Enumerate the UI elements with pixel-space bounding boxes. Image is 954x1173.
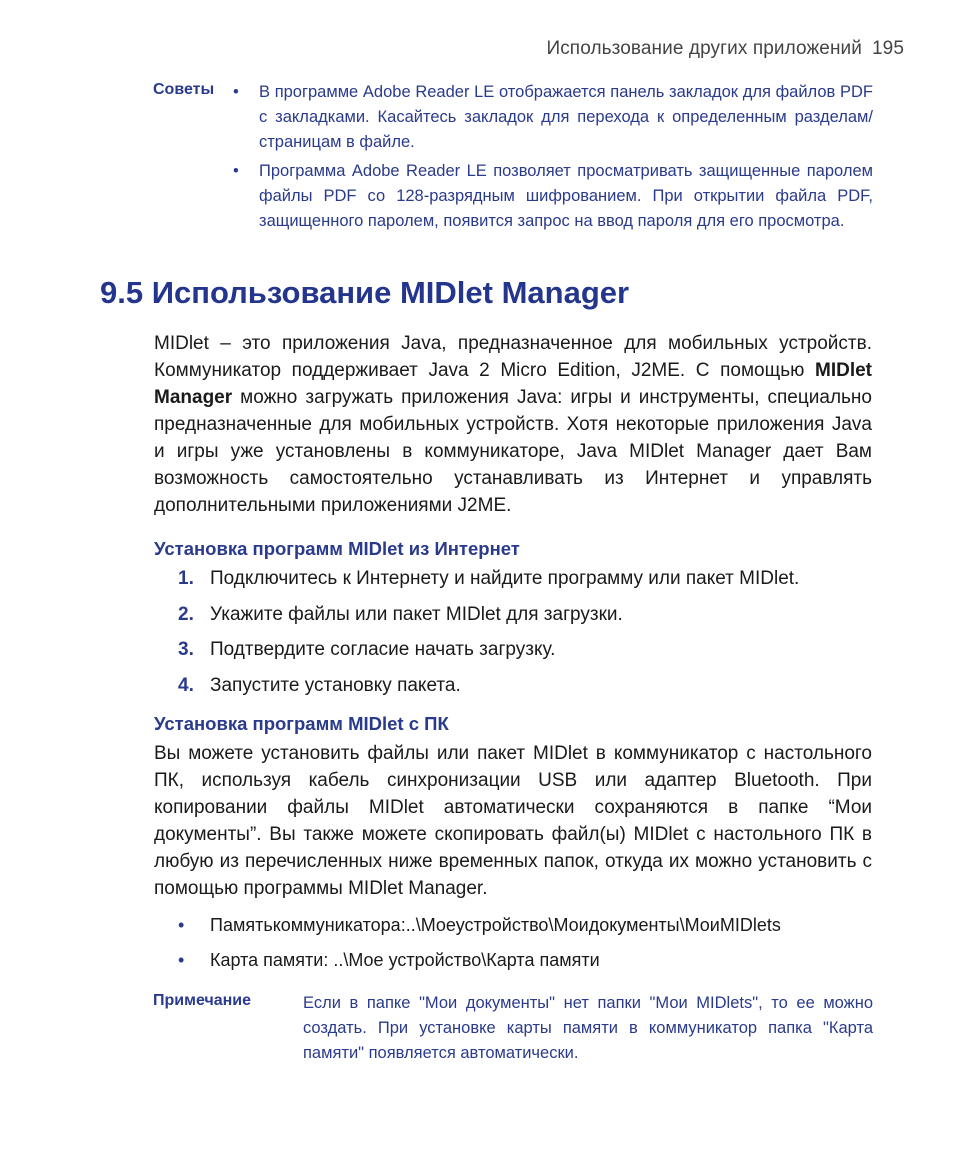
step-text: Запустите установку пакета. xyxy=(210,674,461,696)
running-header xyxy=(546,38,904,60)
internet-install-heading: Установка программ MIDlet из Интернет xyxy=(154,538,520,559)
step-text: Подключитесь к Интернету и найдите программу или пакет MIDlet. xyxy=(210,568,800,589)
step-text: Подтвердите согласие начать загрузку. xyxy=(210,639,556,660)
folder-paths-list xyxy=(154,912,872,982)
tip-text: Программа Adobe Reader LE позволяет просматривать защищенные паролем файлы PDF со 128-разрядным шифрованием. При открытии файла PDF, защищенного паролем, появится запрос на ввод пароля для его просмотра. xyxy=(259,162,873,230)
path-text: Памятькоммуникатора:..\Моеустройство\Моидокументы\МоиMIDlets xyxy=(210,915,781,935)
tips-label: Советы xyxy=(153,81,215,98)
note-text: Если в папке "Мои документы" нет папки "Мои MIDlets", то ее можно создать. При установке карты памяти в коммуникатор папка "Карта памяти" появляется автоматически. xyxy=(303,994,873,1062)
note-block xyxy=(153,991,873,1066)
step-item xyxy=(154,565,872,592)
intro-text-end: можно загружать приложения Java: игры и инструменты, специально предназначенные для мобильных устройств. Хотя некоторые приложения Java и игры уже установлены в коммуникаторе, Java MIDlet Manager дает Вам возможность самостоятельно устанавливать из Интернет и управлять дополнительными приложениями J2ME. xyxy=(154,387,872,516)
step-item xyxy=(154,601,872,628)
tip-item xyxy=(153,80,873,155)
step-text: Укажите файлы или пакет MIDlet для загрузки. xyxy=(210,603,623,625)
intro-bold-term: MIDlet Manager xyxy=(154,360,872,408)
note-label: Примечание xyxy=(153,992,252,1009)
bullet-icon: • xyxy=(178,950,185,970)
path-item xyxy=(154,947,872,974)
tip-item xyxy=(153,159,873,234)
section-title: 9.5 Использование MIDlet Manager xyxy=(100,275,630,310)
intro-paragraph xyxy=(154,330,872,519)
step-item xyxy=(154,636,872,663)
step-number: 1. xyxy=(178,568,194,589)
tip-text: В программе Adobe Reader LE отображается панель закладок для файлов PDF с закладками. Касайтесь закладок для перехода к определенным разделам/страницам в файле. xyxy=(259,83,873,151)
path-item xyxy=(154,912,872,939)
intro-text-start: MIDlet – это приложения Java, предназначенное для мобильных устройств. Коммуникатор поддерживает Java 2 Micro Edition, J2ME. С помощью xyxy=(154,333,872,381)
bullet-icon: • xyxy=(233,162,239,180)
install-steps-list xyxy=(154,565,872,707)
tips-block xyxy=(153,80,873,238)
pc-install-paragraph: Вы можете установить файлы или пакет MIDlet в коммуникатор с настольного ПК, используя кабель синхронизации USB или адаптер Bluetooth. При копировании файлы MIDlet автоматически сохраняются в папке “Мои документы”. Вы также можете скопировать файл(ы) MIDlet с настольного ПК в любую из перечисленных ниже временных папок, откуда их можно установить с помощью программы MIDlet Manager. xyxy=(154,743,872,899)
path-text: Карта памяти: ..\Мое устройство\Карта памяти xyxy=(210,950,600,970)
bullet-icon: • xyxy=(178,915,185,935)
page-number: 195 xyxy=(871,38,904,59)
bullet-icon: • xyxy=(233,83,239,101)
step-number: 2. xyxy=(178,603,194,625)
step-number: 3. xyxy=(178,639,194,660)
pc-install-heading: Установка программ MIDlet с ПК xyxy=(154,713,449,734)
header-title: Использование других приложений xyxy=(546,38,862,59)
step-number: 4. xyxy=(178,674,194,696)
step-item xyxy=(154,672,872,699)
